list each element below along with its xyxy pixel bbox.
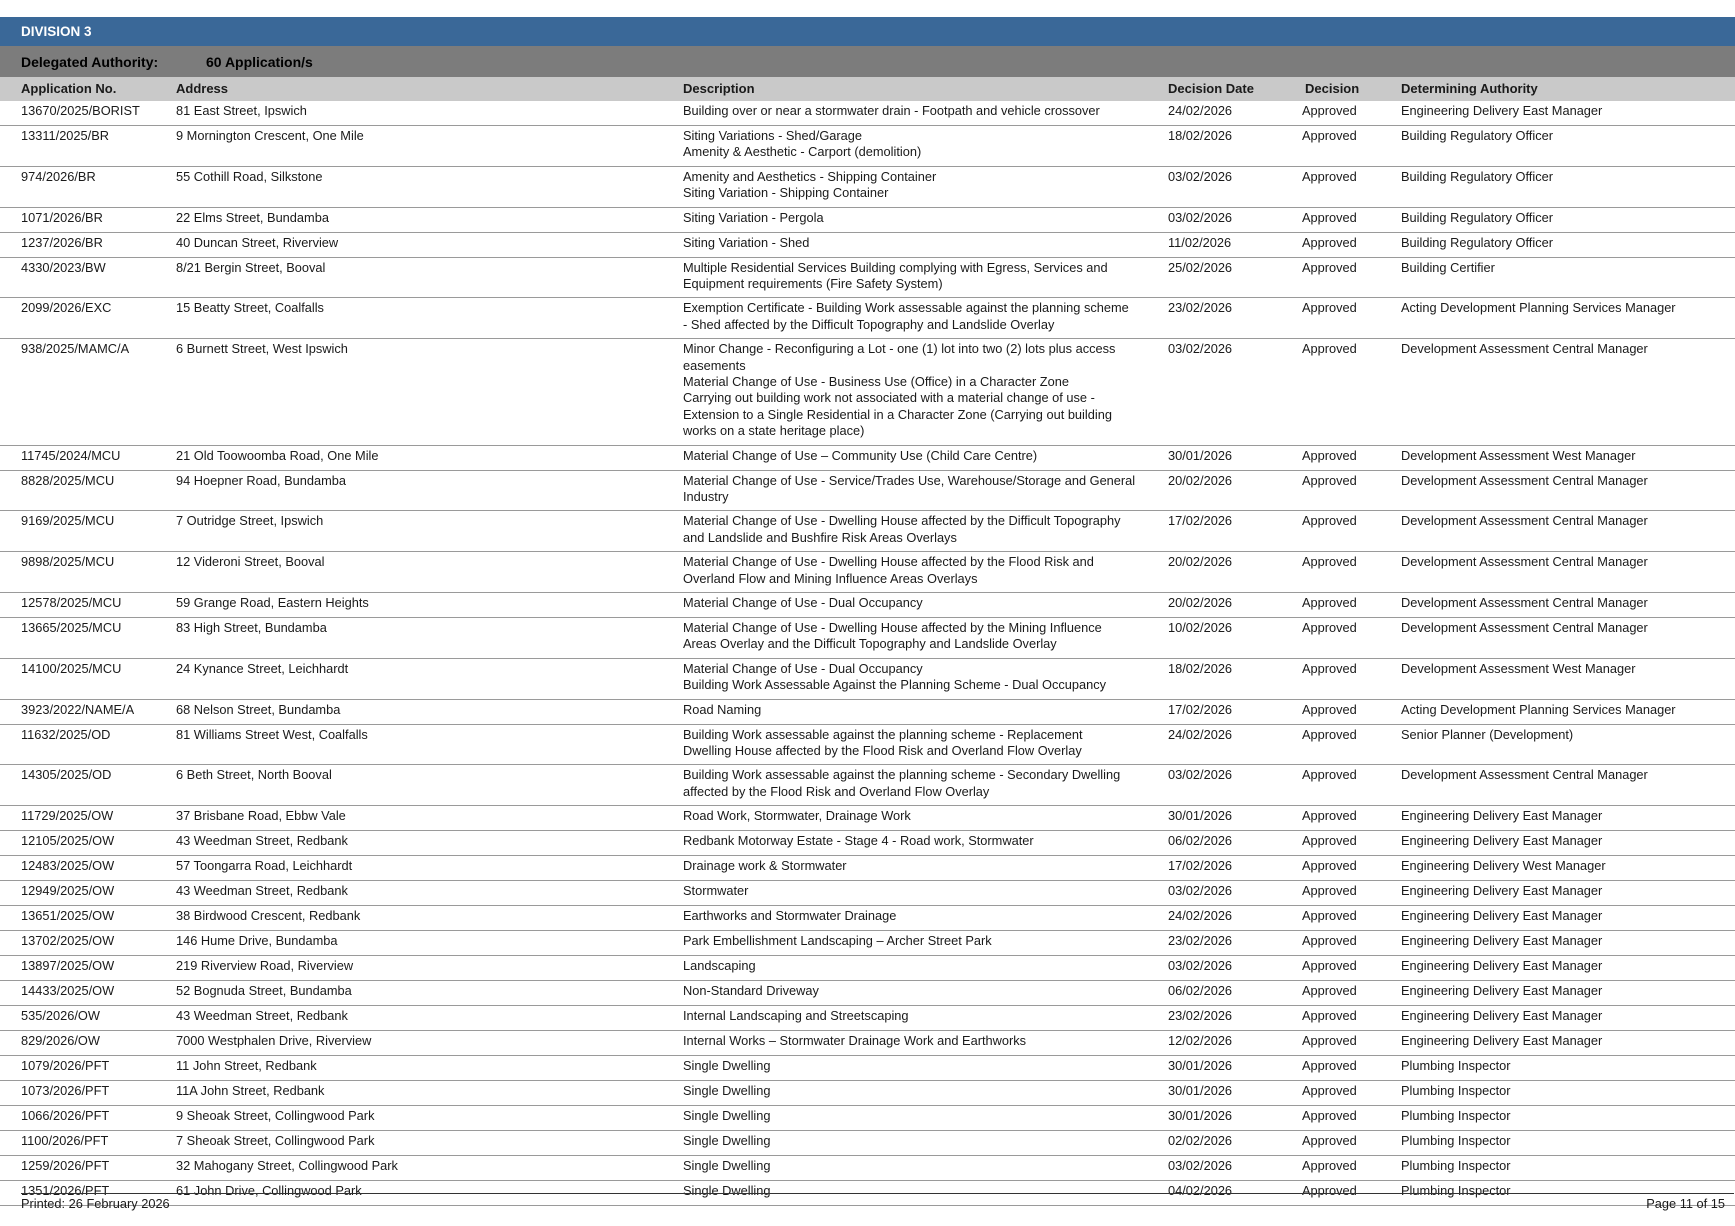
cell-decision-date: 10/02/2026: [1168, 619, 1233, 635]
cell-decision: Approved: [1302, 1008, 1357, 1024]
printed-date: Printed: 26 February 2026: [21, 1196, 170, 1211]
cell-description: Single Dwelling: [683, 1058, 771, 1074]
cell-application-no: 14100/2025/MCU: [21, 660, 122, 676]
cell-address: 55 Cothill Road, Silkstone: [176, 168, 323, 184]
cell-decision: Approved: [1302, 1083, 1357, 1099]
cell-determining-authority: Engineering Delivery East Manager: [1401, 103, 1603, 118]
cell-decision-date: 12/02/2026: [1168, 1033, 1233, 1049]
cell-address: 6 Burnett Street, West Ipswich: [176, 341, 348, 357]
table-row: [0, 1156, 1735, 1181]
table-row: [0, 552, 1735, 593]
cell-determining-authority: Engineering Delivery East Manager: [1401, 908, 1603, 924]
cell-description: Non-Standard Driveway: [683, 983, 819, 999]
cell-address: 57 Toongarra Road, Leichhardt: [176, 858, 353, 874]
cell-determining-authority: Engineering Delivery East Manager: [1401, 1008, 1603, 1024]
cell-determining-authority: Development Assessment Central Manager: [1401, 554, 1648, 570]
cell-decision-date: 03/02/2026: [1168, 168, 1233, 184]
division-header: DIVISION 3: [0, 17, 1735, 46]
cell-description: Single Dwelling: [683, 1158, 771, 1174]
cell-decision-date: 30/01/2026: [1168, 808, 1233, 824]
table-row: [0, 233, 1735, 258]
cell-determining-authority: Development Assessment Central Manager: [1401, 619, 1648, 635]
cell-decision: Approved: [1302, 660, 1357, 676]
cell-application-no: 974/2026/BR: [21, 168, 96, 184]
table-row: [0, 806, 1735, 831]
cell-description: Minor Change - Reconfiguring a Lot - one (1) lot into two (2) lots plus access easements Material Change of Use - Business Use (Office) in a Character Zone Carrying out building work not associated with a material change of use - Extension to a Single Residential in a Character Zone (Carrying out building works on a state heritage place): [683, 341, 1116, 439]
cell-decision-date: 23/02/2026: [1168, 933, 1233, 949]
cell-description: Drainage work & Stormwater: [683, 858, 847, 874]
cell-address: 12 Videroni Street, Booval: [176, 554, 325, 570]
cell-decision-date: 24/02/2026: [1168, 726, 1233, 742]
cell-description: Material Change of Use - Service/Trades Use, Warehouse/Storage and General Industry: [683, 472, 1136, 504]
cell-determining-authority: Plumbing Inspector: [1401, 1058, 1511, 1074]
table-body: [0, 101, 1735, 1206]
cell-determining-authority: Plumbing Inspector: [1401, 1083, 1511, 1099]
cell-determining-authority: Plumbing Inspector: [1401, 1108, 1511, 1124]
cell-description: Park Embellishment Landscaping – Archer Street Park: [683, 933, 992, 949]
cell-decision-date: 03/02/2026: [1168, 209, 1233, 225]
cell-decision: Approved: [1302, 958, 1357, 974]
table-row: [0, 981, 1735, 1006]
cell-application-no: 13665/2025/MCU: [21, 619, 122, 635]
cell-application-no: 1351/2026/PFT: [21, 1183, 110, 1199]
cell-application-no: 12105/2025/OW: [21, 833, 115, 849]
table-header: [0, 77, 1735, 101]
cell-decision: Approved: [1302, 168, 1357, 184]
cell-application-no: 13702/2025/OW: [21, 933, 115, 949]
cell-description: Single Dwelling: [683, 1083, 771, 1099]
cell-application-no: 829/2026/OW: [21, 1033, 100, 1049]
table-row: [0, 700, 1735, 725]
table-row: [0, 725, 1735, 766]
cell-description: Siting Variation - Pergola: [683, 209, 824, 225]
cell-application-no: 11729/2025/OW: [21, 808, 114, 824]
cell-determining-authority: Development Assessment Central Manager: [1401, 594, 1648, 610]
cell-decision-date: 23/02/2026: [1168, 300, 1233, 316]
cell-application-no: 9169/2025/MCU: [21, 513, 115, 529]
cell-determining-authority: Development Assessment Central Manager: [1401, 767, 1648, 783]
column-header-application-no: Application No.: [21, 81, 117, 96]
table-row: [0, 258, 1735, 299]
cell-decision-date: 30/01/2026: [1168, 1083, 1233, 1099]
cell-decision-date: 03/02/2026: [1168, 767, 1233, 783]
table-row: [0, 906, 1735, 931]
cell-decision: Approved: [1302, 234, 1357, 250]
page-number: Page 11 of 15: [1646, 1196, 1725, 1211]
cell-description: Building Work assessable against the planning scheme - Secondary Dwelling affected by the Flood Risk and Overland Flow Overlay: [683, 767, 1121, 799]
table-row: [0, 1081, 1735, 1106]
cell-address: 219 Riverview Road, Riverview: [176, 958, 354, 974]
cell-decision: Approved: [1302, 1183, 1357, 1199]
cell-description: Material Change of Use – Community Use (Child Care Centre): [683, 447, 1038, 463]
cell-address: 52 Bognuda Street, Bundamba: [176, 983, 352, 999]
cell-address: 7 Sheoak Street, Collingwood Park: [176, 1133, 375, 1149]
cell-determining-authority: Acting Development Planning Services Manager: [1401, 300, 1676, 316]
cell-decision-date: 30/01/2026: [1168, 447, 1233, 463]
cell-decision: Approved: [1302, 209, 1357, 225]
cell-address: 83 High Street, Bundamba: [176, 619, 327, 635]
application-count: 60 Application/s: [206, 54, 313, 70]
table-row: [0, 1106, 1735, 1131]
cell-description: Road Naming: [683, 701, 762, 717]
cell-decision-date: 30/01/2026: [1168, 1108, 1233, 1124]
cell-description: Siting Variation - Shed: [683, 234, 810, 250]
cell-determining-authority: Engineering Delivery East Manager: [1401, 833, 1603, 849]
cell-decision: Approved: [1302, 883, 1357, 899]
cell-decision-date: 11/02/2026: [1168, 234, 1232, 250]
cell-application-no: 1079/2026/PFT: [21, 1058, 110, 1074]
cell-address: 94 Hoepner Road, Bundamba: [176, 472, 347, 488]
cell-application-no: 9898/2025/MCU: [21, 554, 115, 570]
cell-application-no: 535/2026/OW: [21, 1008, 100, 1024]
footer-rule: [21, 1193, 1734, 1194]
cell-application-no: 1066/2026/PFT: [21, 1108, 110, 1124]
cell-determining-authority: Senior Planner (Development): [1401, 726, 1574, 742]
cell-decision-date: 20/02/2026: [1168, 472, 1233, 488]
cell-decision: Approved: [1302, 858, 1357, 874]
cell-decision: Approved: [1302, 1158, 1357, 1174]
cell-application-no: 13670/2025/BORIST: [21, 103, 140, 118]
cell-address: 11 John Street, Redbank: [176, 1058, 317, 1074]
cell-application-no: 11632/2025/OD: [21, 726, 111, 742]
cell-decision-date: 18/02/2026: [1168, 128, 1233, 143]
table-row: [0, 881, 1735, 906]
cell-decision-date: 20/02/2026: [1168, 554, 1233, 570]
cell-decision: Approved: [1302, 341, 1357, 357]
cell-decision-date: 04/02/2026: [1168, 1183, 1233, 1199]
cell-determining-authority: Engineering Delivery West Manager: [1401, 858, 1606, 874]
cell-address: 6 Beth Street, North Booval: [176, 767, 332, 783]
cell-decision: Approved: [1302, 833, 1357, 849]
table-row: [0, 446, 1735, 471]
cell-description: Building over or near a stormwater drain - Footpath and vehicle crossover: [683, 103, 1100, 118]
cell-application-no: 13897/2025/OW: [21, 958, 115, 974]
cell-description: Multiple Residential Services Building complying with Egress, Services and Equipment requirements (Fire Safety System): [683, 259, 1108, 291]
cell-description: Material Change of Use - Dwelling House affected by the Difficult Topography and Landslide and Bushfire Risk Areas Overlays: [683, 513, 1121, 545]
cell-address: 22 Elms Street, Bundamba: [176, 209, 329, 225]
cell-decision: Approved: [1302, 1058, 1357, 1074]
cell-application-no: 2099/2026/EXC: [21, 300, 112, 316]
cell-description: Material Change of Use - Dwelling House affected by the Mining Influence Areas Overlay and the Difficult Topography and Landslide Overlay: [683, 619, 1102, 652]
authority-bar: [0, 46, 1735, 77]
cell-decision-date: 24/02/2026: [1168, 908, 1233, 924]
cell-determining-authority: Plumbing Inspector: [1401, 1158, 1511, 1174]
cell-description: Material Change of Use - Dwelling House affected by the Flood Risk and Overland Flow and Mining Influence Areas Overlays: [683, 554, 1094, 586]
cell-decision-date: 17/02/2026: [1168, 858, 1233, 874]
cell-description: Road Work, Stormwater, Drainage Work: [683, 808, 911, 824]
column-header-address: Address: [176, 81, 229, 96]
cell-determining-authority: Development Assessment Central Manager: [1401, 513, 1648, 529]
cell-application-no: 1100/2026/PFT: [21, 1133, 109, 1149]
cell-application-no: 4330/2023/BW: [21, 259, 106, 275]
cell-decision: Approved: [1302, 513, 1357, 529]
cell-application-no: 13311/2025/BR: [21, 128, 109, 143]
cell-application-no: 13651/2025/OW: [21, 908, 115, 924]
table-row: [0, 618, 1735, 659]
table-row: [0, 167, 1735, 208]
cell-decision: Approved: [1302, 701, 1357, 717]
cell-determining-authority: Development Assessment West Manager: [1401, 447, 1636, 463]
authority-label: Delegated Authority:: [21, 54, 159, 70]
cell-decision-date: 03/02/2026: [1168, 883, 1233, 899]
cell-description: Internal Works – Stormwater Drainage Work and Earthworks: [683, 1033, 1027, 1049]
cell-address: 21 Old Toowoomba Road, One Mile: [176, 447, 379, 463]
column-header-decision-date: Decision Date: [1168, 81, 1254, 96]
applications-table: [0, 77, 1735, 1206]
cell-application-no: 12578/2025/MCU: [21, 594, 122, 610]
cell-decision: Approved: [1302, 594, 1357, 610]
cell-decision-date: 17/02/2026: [1168, 701, 1233, 717]
cell-address: 24 Kynance Street, Leichhardt: [176, 660, 349, 676]
cell-determining-authority: Acting Development Planning Services Manager: [1401, 701, 1676, 717]
cell-decision-date: 20/02/2026: [1168, 594, 1233, 610]
cell-determining-authority: Engineering Delivery East Manager: [1401, 1033, 1603, 1049]
cell-determining-authority: Building Certifier: [1401, 259, 1495, 275]
table-row: [0, 831, 1735, 856]
cell-decision: Approved: [1302, 103, 1357, 118]
table-row: [0, 339, 1735, 445]
cell-decision-date: 18/02/2026: [1168, 660, 1233, 676]
cell-decision-date: 30/01/2026: [1168, 1058, 1233, 1074]
cell-decision: Approved: [1302, 1033, 1357, 1049]
cell-decision: Approved: [1302, 259, 1357, 275]
cell-application-no: 12949/2025/OW: [21, 883, 115, 899]
cell-determining-authority: Plumbing Inspector: [1401, 1133, 1511, 1149]
table-row: [0, 1131, 1735, 1156]
cell-application-no: 1073/2026/PFT: [21, 1083, 110, 1099]
column-header-description: Description: [683, 81, 755, 96]
cell-decision: Approved: [1302, 933, 1357, 949]
cell-description: Single Dwelling: [683, 1183, 771, 1199]
table-row: [0, 101, 1735, 126]
cell-description: Internal Landscaping and Streetscaping: [683, 1008, 909, 1024]
cell-decision-date: 03/02/2026: [1168, 958, 1233, 974]
cell-decision: Approved: [1302, 447, 1357, 463]
cell-address: 9 Mornington Crescent, One Mile: [176, 128, 364, 143]
cell-description: Material Change of Use - Dual Occupancy Building Work Assessable Against the Planning Scheme - Dual Occupancy: [683, 660, 1107, 693]
cell-address: 81 Williams Street West, Coalfalls: [176, 726, 368, 742]
cell-determining-authority: Engineering Delivery East Manager: [1401, 808, 1603, 824]
cell-decision: Approved: [1302, 983, 1357, 999]
cell-decision: Approved: [1302, 1133, 1357, 1149]
cell-determining-authority: Plumbing Inspector: [1401, 1183, 1511, 1199]
cell-decision: Approved: [1302, 619, 1357, 635]
cell-description: Earthworks and Stormwater Drainage: [683, 908, 897, 924]
cell-application-no: 14433/2025/OW: [21, 983, 115, 999]
cell-application-no: 11745/2024/MCU: [21, 447, 121, 463]
cell-decision-date: 03/02/2026: [1168, 1158, 1233, 1174]
cell-determining-authority: Building Regulatory Officer: [1401, 209, 1553, 225]
cell-determining-authority: Engineering Delivery East Manager: [1401, 958, 1603, 974]
table-row: [0, 511, 1735, 552]
cell-application-no: 12483/2025/OW: [21, 858, 115, 874]
cell-description: Material Change of Use - Dual Occupancy: [683, 594, 923, 610]
table-row: [0, 765, 1735, 806]
cell-decision: Approved: [1302, 767, 1357, 783]
table-row: [0, 856, 1735, 881]
table-row: [0, 208, 1735, 233]
cell-decision-date: 06/02/2026: [1168, 983, 1233, 999]
cell-determining-authority: Building Regulatory Officer: [1401, 234, 1553, 250]
cell-description: Landscaping: [683, 958, 756, 974]
cell-address: 40 Duncan Street, Riverview: [176, 234, 339, 250]
table-row: [0, 298, 1735, 339]
cell-application-no: 938/2025/MAMC/A: [21, 341, 130, 357]
cell-description: Exemption Certificate - Building Work assessable against the planning scheme - Shed affected by the Difficult Topography and Landslide Overlay: [683, 300, 1129, 332]
cell-decision-date: 23/02/2026: [1168, 1008, 1233, 1024]
cell-decision: Approved: [1302, 908, 1357, 924]
cell-address: 9 Sheoak Street, Collingwood Park: [176, 1108, 375, 1124]
cell-address: 38 Birdwood Crescent, Redbank: [176, 908, 361, 924]
cell-address: 68 Nelson Street, Bundamba: [176, 701, 341, 717]
column-header-decision: Decision: [1305, 81, 1360, 96]
cell-decision-date: 02/02/2026: [1168, 1133, 1233, 1149]
cell-address: 15 Beatty Street, Coalfalls: [176, 300, 324, 316]
cell-description: Redbank Motorway Estate - Stage 4 - Road work, Stormwater: [683, 833, 1034, 849]
cell-address: 43 Weedman Street, Redbank: [176, 1008, 348, 1024]
cell-address: 81 East Street, Ipswich: [176, 103, 307, 118]
cell-decision: Approved: [1302, 554, 1357, 570]
cell-determining-authority: Development Assessment Central Manager: [1401, 341, 1648, 357]
cell-address: 43 Weedman Street, Redbank: [176, 883, 348, 899]
cell-decision-date: 17/02/2026: [1168, 513, 1233, 529]
table-row: [0, 956, 1735, 981]
cell-determining-authority: Development Assessment Central Manager: [1401, 472, 1648, 488]
table-row: [0, 593, 1735, 618]
cell-description: Single Dwelling: [683, 1108, 771, 1124]
cell-determining-authority: Building Regulatory Officer: [1401, 168, 1553, 184]
cell-address: 7 Outridge Street, Ipswich: [176, 513, 324, 529]
table-row: [0, 931, 1735, 956]
table-row: [0, 471, 1735, 512]
cell-decision-date: 24/02/2026: [1168, 103, 1233, 118]
table-row: [0, 1031, 1735, 1056]
cell-address: 61 John Drive, Collingwood Park: [176, 1183, 362, 1199]
cell-decision: Approved: [1302, 128, 1357, 143]
cell-application-no: 1237/2026/BR: [21, 234, 103, 250]
cell-decision-date: 03/02/2026: [1168, 341, 1233, 357]
cell-application-no: 3923/2022/NAME/A: [21, 701, 135, 717]
cell-determining-authority: Engineering Delivery East Manager: [1401, 933, 1603, 949]
cell-decision-date: 06/02/2026: [1168, 833, 1233, 849]
cell-application-no: 14305/2025/OD: [21, 767, 112, 783]
table-row: [0, 126, 1735, 167]
cell-address: 43 Weedman Street, Redbank: [176, 833, 348, 849]
cell-determining-authority: Development Assessment West Manager: [1401, 660, 1636, 676]
cell-decision: Approved: [1302, 726, 1357, 742]
cell-application-no: 8828/2025/MCU: [21, 472, 115, 488]
cell-description: Single Dwelling: [683, 1133, 771, 1149]
cell-address: 8/21 Bergin Street, Booval: [176, 259, 326, 275]
cell-address: 11A John Street, Redbank: [176, 1083, 325, 1099]
cell-address: 7000 Westphalen Drive, Riverview: [176, 1033, 372, 1049]
cell-determining-authority: Engineering Delivery East Manager: [1401, 883, 1603, 899]
cell-determining-authority: Building Regulatory Officer: [1401, 128, 1553, 143]
cell-address: 32 Mahogany Street, Collingwood Park: [176, 1158, 398, 1174]
cell-description: Amenity and Aesthetics - Shipping Container Siting Variation - Shipping Container: [683, 168, 937, 201]
cell-decision: Approved: [1302, 300, 1357, 316]
column-header-determining-authority: Determining Authority: [1401, 81, 1538, 96]
cell-address: 37 Brisbane Road, Ebbw Vale: [176, 808, 346, 824]
cell-decision: Approved: [1302, 472, 1357, 488]
table-row: [0, 659, 1735, 700]
table-row: [0, 1006, 1735, 1031]
cell-address: 59 Grange Road, Eastern Heights: [176, 594, 369, 610]
cell-decision: Approved: [1302, 1108, 1357, 1124]
cell-address: 146 Hume Drive, Bundamba: [176, 933, 338, 949]
cell-description: Siting Variations - Shed/Garage Amenity & Aesthetic - Carport (demolition): [683, 128, 922, 160]
cell-decision-date: 25/02/2026: [1168, 259, 1233, 275]
cell-application-no: 1259/2026/PFT: [21, 1158, 110, 1174]
table-row: [0, 1056, 1735, 1081]
cell-determining-authority: Engineering Delivery East Manager: [1401, 983, 1603, 999]
cell-description: Stormwater: [683, 883, 749, 899]
cell-application-no: 1071/2026/BR: [21, 209, 103, 225]
cell-decision: Approved: [1302, 808, 1357, 824]
cell-description: Building Work assessable against the planning scheme - Replacement Dwelling House affected by the Flood Risk and Overland Flow Overlay: [683, 726, 1083, 758]
